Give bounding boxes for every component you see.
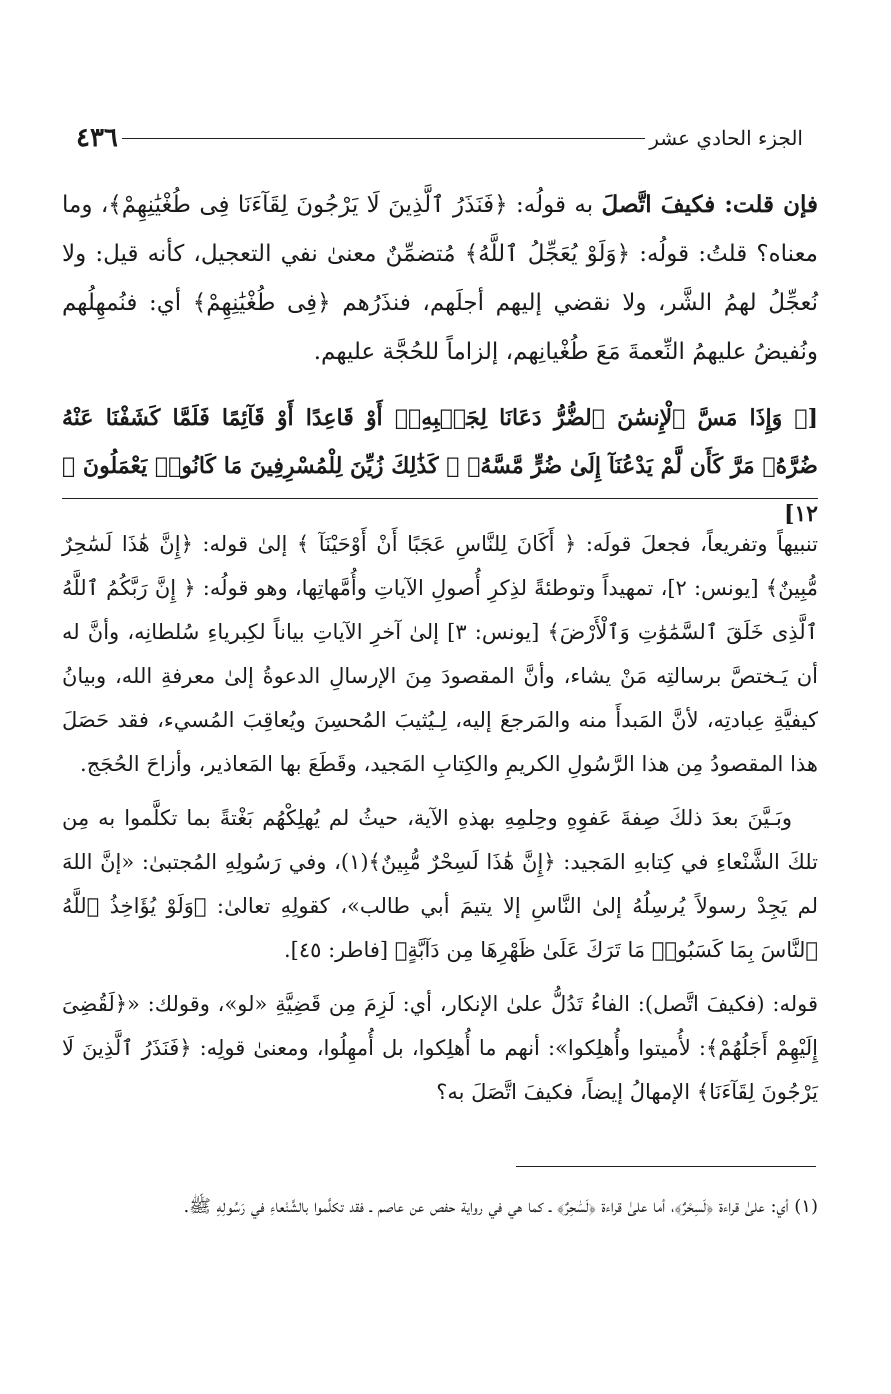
quran-verse-block (62, 394, 818, 538)
quran-verse: [﴿ وَإِذَا مَسَّ ٱلْإِنسَٰنَ ٱلضُّرُّ دَعَانَا لِجَنۢبِهِۦٓ أَوْ قَاعِدًا أَوْ قَآئِمًا فَلَمَّا كَشَفْنَا عَنْهُ ضُرَّهُۥ مَرَّ كَأَن لَّمْ يَدْعُنَآ إِلَىٰ ضُرٍّ مَّسَّهُۥ ۚ كَذَٰلِكَ زُيِّنَ لِلْمُسْرِفِينَ مَا كَانُوا۟ يَعْمَلُونَ ﴾ ١٢] (62, 405, 818, 527)
matn-paragraph (62, 180, 818, 377)
commentary-paragraph-3: قوله: (فكيفَ اتَّصل): الفاءُ تَدُلُّ علىٰ الإنكار، أي: لَزِمَ مِن قَضِيَّةِ «لو»، وقولك: «﴿لَقُضِىَ إِلَيْهِمْ أَجَلُهُمْ﴾: لأُميتوا وأُهلِكوا»: أنهم ما أُهلِكوا، بل أُمهِلُوا، ومعنىٰ قولِه: ﴿فَنَذَرُ ٱلَّذِينَ لَا يَرْجُونَ لِقَآءَنَا﴾ الإمهالُ إيضاً، فكيفَ اتَّصَلَ به؟ (62, 992, 818, 1104)
page-number: ٤٣٦ (76, 123, 118, 153)
header-rule (122, 138, 645, 139)
running-title: الجزء الحادي عشر (649, 126, 803, 150)
footnote (62, 1188, 818, 1226)
section-divider (62, 498, 818, 499)
matn-lead: فإن قلت: فكيفَ اتَّصلَ (601, 191, 818, 218)
page-header (62, 118, 817, 158)
footnote-text: (١) أي: علىٰ قراءة ﴿لَسِحْرٌ﴾، أما علىٰ قراءة ﴿لَسَٰحِرٌ﴾ ـ كما هي في رواية حفص عن عاصم ـ فقد تكلَّموا بالشَّنْعاءِ في رَسُولِهِ ﷺ. (183, 1196, 818, 1217)
commentary (62, 522, 818, 1114)
commentary-paragraph-2: وبَـيَّنَ بعدَ ذلكَ صِفةَ عَفوِهِ وحِلمِهِ بهذهِ الآية، حيثُ لم يُهلِكْهُم بَغْتةً بما تكلَّموا به مِن تلكَ الشَّنْعاءِ في كِتابهِ المَجيد: ﴿إِنَّ هَٰذَا لَسِحْرٌ مُّبِينٌ﴾(١)، وفي رَسُولِهِ المُجتبىٰ: «إنَّ اللهَ لم يَجِدْ رسولاً يُرسِلُهُ إلىٰ النَّاسِ إلا يتيمَ أبي طالب»، كقولِهِ تعالىٰ: ﴿وَلَوْ يُؤَاخِذُ ٱللَّهُ ٱلنَّاسَ بِمَا كَسَبُوا۟ مَا تَرَكَ عَلَىٰ ظَهْرِهَا مِن دَآبَّةٍ﴾ [فاطر: ٤٥]. (62, 806, 818, 962)
footnote-rule (516, 1166, 816, 1167)
matn-text: به قولُه: ﴿فَنَذَرُ ٱلَّذِينَ لَا يَرْجُونَ لِقَآءَنَا فِى طُغْيَٰنِهِمْ﴾، وما معناه؟ قلتُ: قولُه: ﴿وَلَوْ يُعَجِّلُ ٱللَّهُ﴾ مُتضمِّنٌ معنىٰ نفي التعجيل، كأنه قيل: ولا نُعجِّلُ لهمُ الشَّر، ولا نقضي إليهم أجلَهم، فنذَرُهم ﴿فِى طُغْيَٰنِهِمْ﴾ أي: فنُمهِلُهم ونُفيضُ عليهمُ النِّعمةَ مَعَ طُغْيانِهم، إلزاماً للحُجَّة عليهم. (62, 192, 818, 365)
commentary-paragraph-1: تنبيهاً وتفريعاً، فجعلَ قولَه: ﴿ أَكَانَ لِلنَّاسِ عَجَبًا أَنْ أَوْحَيْنَآ ﴾ إلىٰ قوله: ﴿إِنَّ هَٰذَا لَسَٰحِرٌ مُّبِينٌ﴾ [يونس: ٢]، تمهيداً وتوطئةً لذِكرِ أُصولِ الآياتِ وأُمَّهاتِها، وهو قولُه: ﴿ إِنَّ رَبَّكُمُ ٱللَّهُ ٱلَّذِى خَلَقَ ٱلسَّمَٰوَٰتِ وَٱلْأَرْضَ﴾ [يونس: ٣] إلىٰ آخرِ الآياتِ بياناً لكِبرياءِ سُلطانِه، وأنَّ له أن يَـختصَّ برسالتِه مَنْ يشاء، وأنَّ المقصودَ مِنَ الإرسالِ الدعوةُ إلىٰ معرفةِ الله، وبيانُ كيفيَّةِ عِبادتِه، لأنَّ المَبدأَ منه والمَرجعَ إليه، لِـيُثيبَ المُحسِنَ ويُعاقِبَ المُسيء، فقد حَصَلَ هذا المقصودُ مِن هذا الرَّسُولِ الكريمِ والكِتابِ المَجيد، وقَطَعَ بها المَعاذير، وأزاحَ الحُجَج. (62, 532, 818, 776)
